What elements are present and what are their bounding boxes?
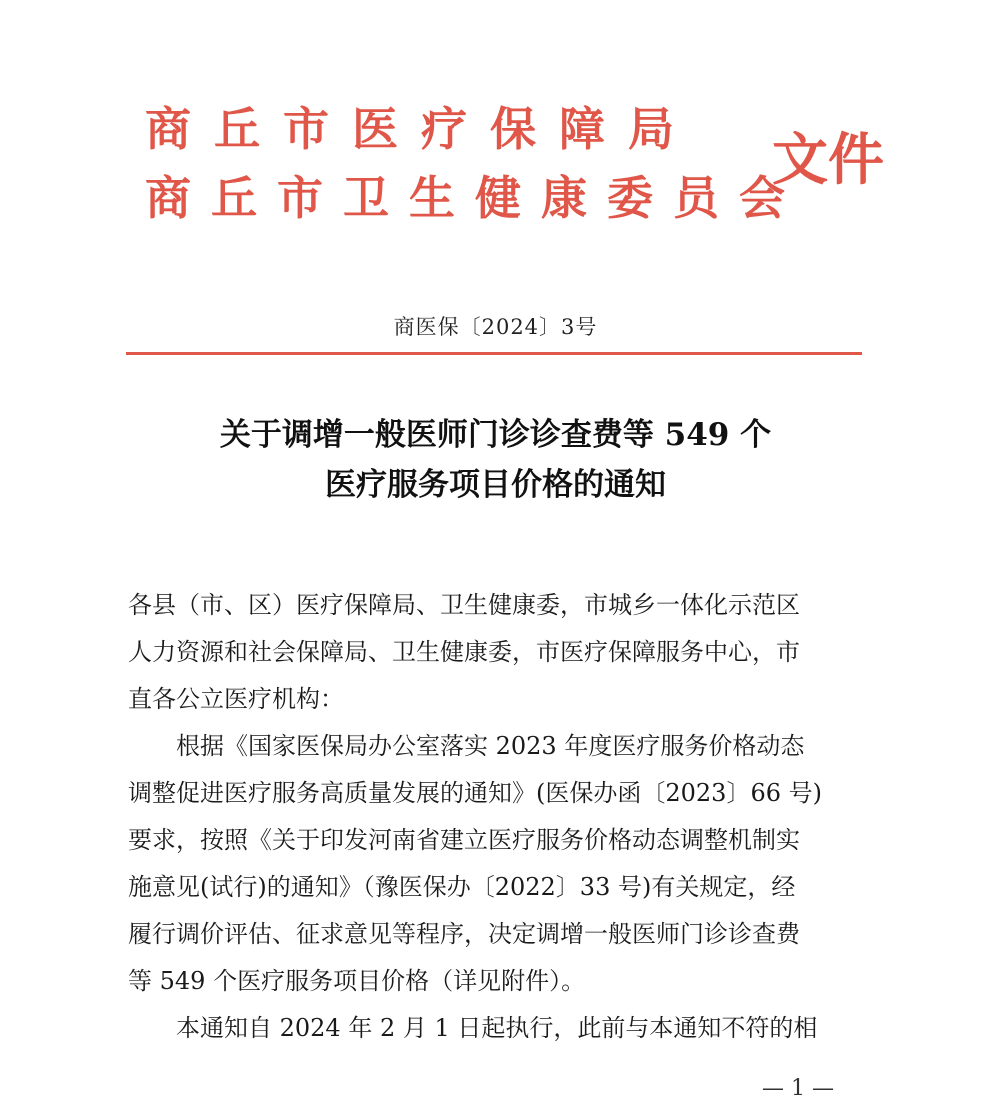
title-line-1: 关于调增一般医师门诊诊查费等 549 个 [219,417,772,453]
body-line: 要求，按照《关于印发河南省建立医疗服务价格动态调整机制实 [128,826,800,854]
red-divider-line [126,352,862,355]
body-line: 本通知自 2024 年 2 月 1 日起执行，此前与本通知不符的相 [176,1014,818,1042]
issuing-org-2: 商丘市卫生健康委员会 [145,171,805,225]
document-header [0,0,991,260]
body-line: 调整促进医疗服务高质量发展的通知》(医保办函〔2023〕66 号) [128,779,822,807]
body-line: 根据《国家医保局办公室落实 2023 年度医疗服务价格动态 [176,732,805,760]
issuing-org-1: 商丘市医疗保障局 [145,102,697,156]
document-type-label: 文件 [772,127,884,193]
body-line: 等 549 个医疗服务项目价格（详见附件）。 [128,967,586,995]
document-title [0,410,991,510]
document-body [128,582,863,1052]
body-line: 人力资源和社会保障局、卫生健康委，市医疗保障服务中心，市 [128,638,800,666]
page-number: — 1 — [762,1076,834,1101]
body-line: 各县（市、区）医疗保障局、卫生健康委，市城乡一体化示范区 [128,591,800,619]
title-line-2: 医疗服务项目价格的通知 [325,467,666,503]
body-line: 履行调价评估、征求意见等程序，决定调增一般医师门诊诊查费 [128,920,800,948]
document-number: 商医保〔2024〕3号 [393,315,598,339]
body-line: 直各公立医疗机构： [128,685,344,713]
body-line: 施意见(试行)的通知》（豫医保办〔2022〕33 号)有关规定，经 [128,873,796,901]
